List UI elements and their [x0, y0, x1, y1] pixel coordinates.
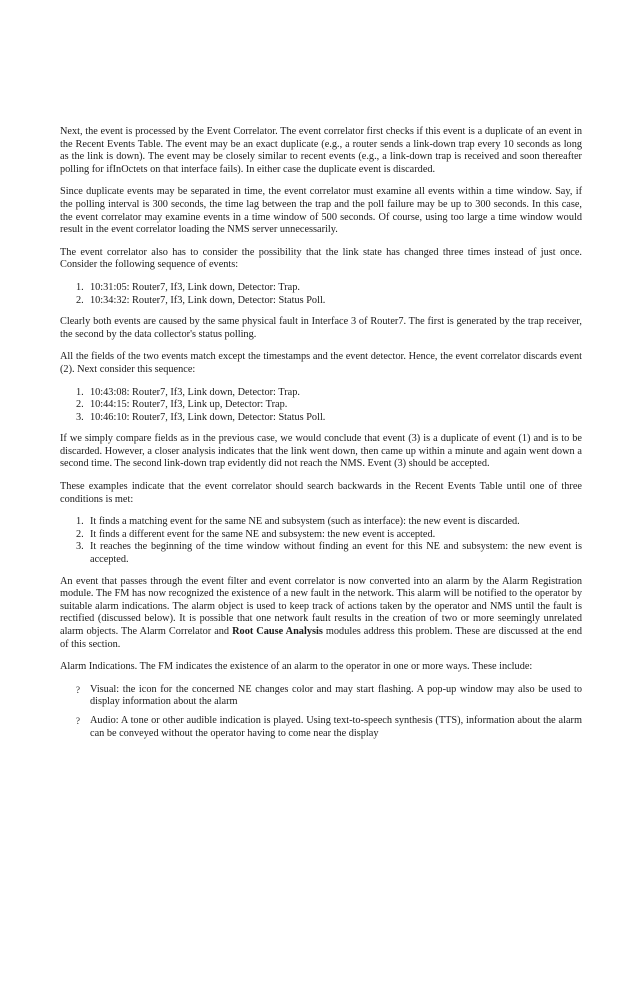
paragraph-time-window: Since duplicate events may be separated in time, the event correlator must examine all events within a time window. Say, if the polling interval is 300 seconds, the time lag between the trap and the poll failure may be up to 300 seconds. In this case, the event correlator may examine events in a time window of 500 seconds. Of course, using too large a time window would result in the event correlator loading the NMS server unnecessarily.: [60, 186, 582, 236]
paragraph-closer-analysis: If we simply compare fields as in the previous case, we would conclude that event (3) is a duplicate of event (1) and is to be discarded. However, a closer analysis indicates that the link went down, then came up within a minute and again went down a second time. The second link-down trap evidently did not reach the NMS. Event (3) should be accepted.: [60, 433, 582, 470]
list-item: [60, 387, 582, 400]
list-number: 3.: [76, 541, 84, 553]
list-item: [60, 516, 582, 529]
paragraph-text: modules address this problem. These are discussed at the end of this section.: [60, 626, 583, 650]
list-item: [60, 529, 582, 542]
paragraph-event-correlator: Next, the event is processed by the Event Correlator. The event correlator first checks if this event is a duplicate of an event in the Recent Events Table. The event may be an exact duplicate (e.g., a router sends a link-down trap every 10 seconds as long as the link is down). The event may be closely similar to recent events (e.g., a link-down trap is received and soon thereafter polling for ifInOctets on that interface fails). In either case the duplicate event is discarded.: [60, 126, 582, 175]
list-item: [60, 684, 582, 709]
list-item: [60, 412, 582, 425]
bold-term: Root Cause Analysis: [232, 626, 323, 637]
bullet-icon: ?: [76, 715, 80, 726]
document-page: [60, 126, 582, 746]
list-number: 1.: [76, 516, 84, 528]
list-item: [60, 399, 582, 412]
list-number: 2.: [76, 294, 84, 306]
list-item-text: It reaches the beginning of the time window without finding an event for this NE and subsystem: the new event is accepted.: [90, 541, 582, 566]
list-item-text: Audio: A tone or other audible indication is played. Using text-to-speech synthesis (TTS), information about the alarm can be conveyed without the operator having to come near the display: [90, 714, 582, 739]
list-number: 1.: [76, 281, 84, 293]
event-sequence-1: [60, 282, 582, 307]
event-sequence-2: [60, 387, 582, 425]
paragraph-alarm-indications: Alarm Indications. The FM indicates the existence of an alarm to the operator in one or more ways. These include:: [60, 661, 533, 673]
list-number: 3.: [76, 411, 84, 423]
list-item: [60, 295, 582, 308]
paragraph-text: An event that passes through the event filter and event correlator is now converted into an alarm by the Alarm Registration module. The FM has now recognized the existence of a new fault in the network. This alarm will be notified to the operator by suitable alarm indications. The alarm object is used to keep track of actions taken by the operator and NMS until the fault is rectified (discussed below). It is possible that one network fault results in the creation of two or more seemingly unrelated alarm objects. The Alarm Correlator and: [60, 575, 582, 637]
list-item-text: It finds a matching event for the same NE and subsystem (such as interface): the new event is discarded.: [90, 516, 520, 528]
indications-list: [60, 684, 582, 740]
list-item-text: 10:46:10: Router7, If3, Link down, Detector: Status Poll.: [90, 411, 326, 423]
list-item: [60, 282, 582, 295]
paragraph-alarm-registration: [60, 576, 582, 652]
list-item: [60, 715, 582, 740]
list-item: [60, 541, 582, 566]
list-number: 2.: [76, 399, 84, 411]
list-item-text: 10:43:08: Router7, If3, Link down, Detector: Trap.: [90, 386, 300, 398]
list-item-text: 10:34:32: Router7, If3, Link down, Detector: Status Poll.: [90, 294, 326, 306]
list-number: 1.: [76, 386, 84, 398]
list-item-text: It finds a different event for the same NE and subsystem: the new event is accepted.: [90, 528, 436, 540]
paragraph-link-state: The event correlator also has to consider the possibility that the link state has changed three times instead of just once. Consider the following sequence of events:: [60, 246, 582, 271]
paragraph-same-fault: Clearly both events are caused by the same physical fault in Interface 3 of Router7. The first is generated by the trap receiver, the second by the data collector's status polling.: [60, 316, 582, 340]
list-number: 2.: [76, 528, 84, 540]
list-item-text: Visual: the icon for the concerned NE changes color and may start flashing. A pop-up window may also be used to display information about the alarm: [90, 683, 582, 708]
paragraph-search-backwards: These examples indicate that the event correlator should search backwards in the Recent Events Table until one of three conditions is met:: [60, 481, 582, 505]
list-item-text: 10:44:15: Router7, If3, Link up, Detector: Trap.: [90, 399, 288, 411]
list-item-text: 10:31:05: Router7, If3, Link down, Detector: Trap.: [90, 281, 300, 293]
conditions-list: [60, 516, 582, 566]
paragraph-fields-match: All the fields of the two events match except the timestamps and the event detector. Hence, the event correlator discards event (2). Next consider this sequence:: [60, 351, 582, 375]
bullet-icon: ?: [76, 684, 80, 695]
